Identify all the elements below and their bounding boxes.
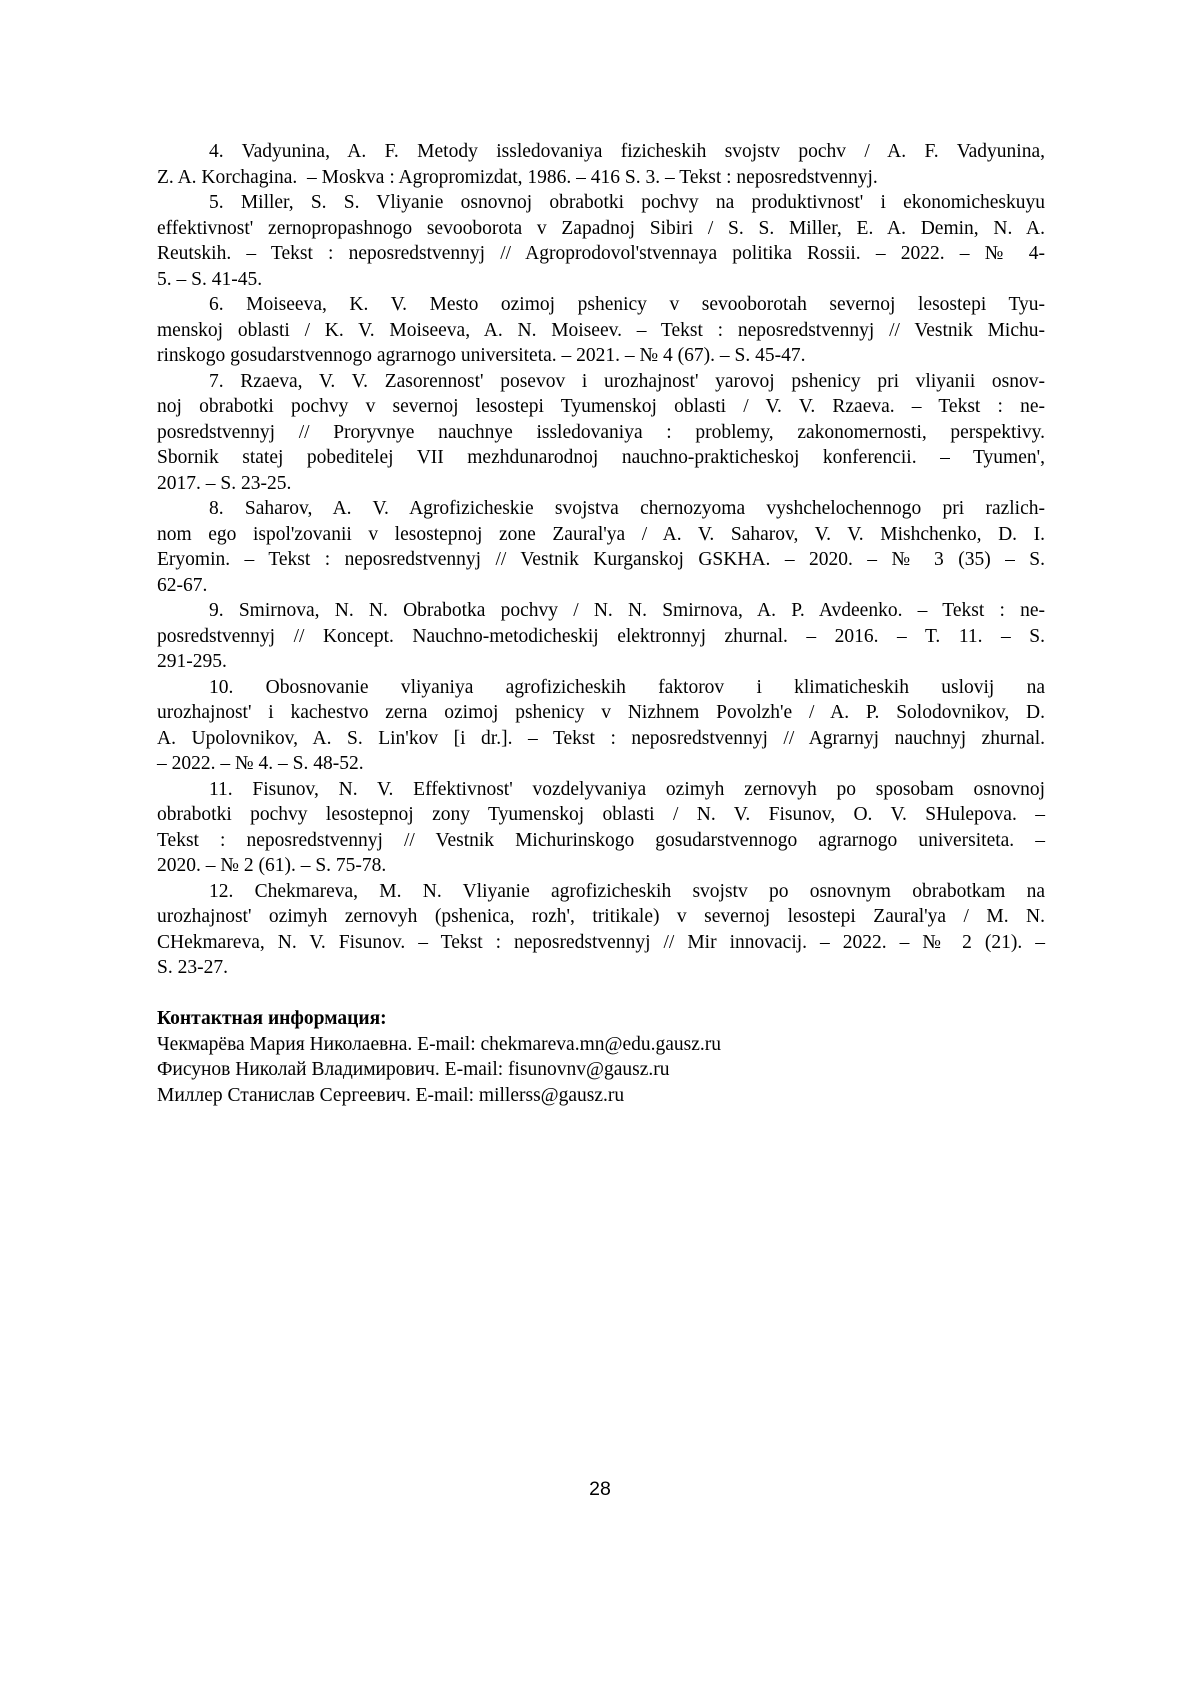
reference-entry-10	[157, 675, 1045, 777]
reference-line: Sbornik statej pobeditelej VII mezhdunarodnoj nauchno-prakticheskoj konferencii. – Tyumen',	[157, 447, 1045, 468]
reference-line: obrabotki pochvy lesostepnoj zony Tyumenskoj oblasti / N. V. Fisunov, O. V. SHulepova. –	[157, 804, 1045, 825]
page-number: 28	[589, 1478, 611, 1500]
reference-line: S. 23-27.	[157, 957, 228, 978]
reference-line: noj obrabotki pochvy v severnoj lesostepi Tyumenskoj oblasti / V. V. Rzaeva. – Tekst : ne-	[157, 396, 1045, 417]
contact-line: Фисунов Николай Владимирович. E-mail: fisunovnv@gausz.ru	[157, 1059, 670, 1080]
reference-entry-9	[157, 598, 1045, 675]
reference-line: 8. Saharov, A. V. Agrofizicheskie svojstva chernozyoma vyshchelochennogo pri razlich-	[209, 498, 1045, 519]
reference-line: effektivnost' zernopropashnogo sevooborota v Zapadnoj Sibiri / S. S. Miller, E. A. Demin, N. A.	[157, 217, 1045, 239]
reference-entry-12	[157, 879, 1045, 981]
reference-line: 7. Rzaeva, V. V. Zasorennost' posevov i urozhajnost' yarovoj pshenicy pri vliyanii osnov-	[209, 370, 1045, 392]
reference-line: urozhajnost' i kachestvo zerna ozimoj pshenicy v Nizhnem Povolzh'e / A. P. Solodovnikov, D.	[157, 702, 1045, 723]
reference-line: nom ego ispol'zovanii v lesostepnoj zone Zaural'ya / A. V. Saharov, V. V. Mishchenko, D. I.	[157, 523, 1045, 545]
reference-line: Reutskih. – Tekst : neposredstvennyj // Agroprodovol'stvennaya politika Rossii. – 2022. – № 4-	[157, 243, 1045, 264]
reference-line: 62-67.	[157, 574, 208, 596]
reference-entry-4	[157, 139, 1045, 190]
reference-line: 5. Miller, S. S. Vliyanie osnovnoj obrabotki pochvy na produktivnost' i ekonomicheskuyu	[209, 192, 1045, 213]
reference-line: 10. Obosnovanie vliyaniya agrofizicheskih faktorov i klimaticheskih uslovij na	[209, 676, 1045, 698]
reference-line: posredstvennyj // Proryvnye nauchnye issledovaniya : problemy, zakonomernosti, perspektivy.	[157, 421, 1045, 443]
contact-info-section	[157, 1006, 1045, 1108]
reference-entry-8	[157, 496, 1045, 598]
reference-line: 5. – S. 41-45.	[157, 268, 263, 290]
reference-line: Z. A. Korchagina. – Moskva : Agropromizdat, 1986. – 416 S. 3. – Tekst : neposredstvennyj.	[157, 166, 878, 188]
reference-line: 9. Smirnova, N. N. Obrabotka pochvy / N. N. Smirnova, A. P. Avdeenko. – Tekst : ne-	[209, 600, 1045, 621]
contact-info-heading: Контактная информация:	[157, 1008, 387, 1029]
reference-entry-6	[157, 292, 1045, 369]
reference-entry-5	[157, 190, 1045, 292]
reference-line: Eryomin. – Tekst : neposredstvennyj // Vestnik Kurganskoj GSKHA. – 2020. – № 3 (35) – S.	[157, 549, 1045, 570]
contact-line: Чекмарёва Мария Николаевна. E-mail: chekmareva.mn@edu.gausz.ru	[157, 1033, 721, 1055]
reference-line: CHekmareva, N. V. Fisunov. – Tekst : neposredstvennyj // Mir innovacij. – 2022. – № 2 (21). –	[157, 931, 1045, 953]
reference-line: Tekst : neposredstvennyj // Vestnik Michurinskogo gosudarstvennogo agrarnogo universiteta. –	[157, 829, 1045, 851]
reference-entry-11	[157, 777, 1045, 879]
reference-entry-7	[157, 369, 1045, 497]
reference-line: 11. Fisunov, N. V. Effektivnost' vozdelyvaniya ozimyh zernovyh po sposobam osnovnoj	[209, 778, 1045, 800]
reference-line: urozhajnost' ozimyh zernovyh (pshenica, rozh', tritikale) v severnoj lesostepi Zaural'ya / M. N.	[157, 906, 1045, 927]
reference-line: – 2022. – № 4. – S. 48-52.	[157, 753, 364, 774]
references-list	[157, 139, 1045, 981]
reference-line: menskoj oblasti / K. V. Moiseeva, A. N. Moiseev. – Tekst : neposredstvennyj // Vestnik Michu-	[157, 319, 1045, 341]
reference-line: 291-295.	[157, 651, 227, 672]
reference-line: 2020. – № 2 (61). – S. 75-78.	[157, 855, 387, 876]
reference-line: 2017. – S. 23-25.	[157, 472, 292, 494]
reference-line: rinskogo gosudarstvennogo agrarnogo universiteta. – 2021. – № 4 (67). – S. 45-47.	[157, 345, 806, 366]
reference-line: A. Upolovnikov, A. S. Lin'kov [i dr.]. – Tekst : neposredstvennyj // Agrarnyj nauchnyj zhurnal.	[157, 727, 1045, 749]
reference-line: 4. Vadyunina, A. F. Metody issledovaniya fizicheskih svojstv pochv / A. F. Vadyunina,	[209, 141, 1045, 162]
reference-line: posredstvennyj // Koncept. Nauchno-metodicheskij elektronnyj zhurnal. – 2016. – T. 11. – S.	[157, 625, 1045, 647]
reference-line: 6. Moiseeva, K. V. Mesto ozimoj pshenicy v sevooborotah severnoj lesostepi Tyu-	[209, 294, 1045, 315]
contact-line: Миллер Станислав Сергеевич. E-mail: millerss@gausz.ru	[157, 1084, 625, 1106]
contact-info-lines	[157, 1032, 1045, 1109]
reference-line: 12. Chekmareva, M. N. Vliyanie agrofizicheskih svojstv po osnovnym obrabotkam na	[209, 880, 1045, 902]
